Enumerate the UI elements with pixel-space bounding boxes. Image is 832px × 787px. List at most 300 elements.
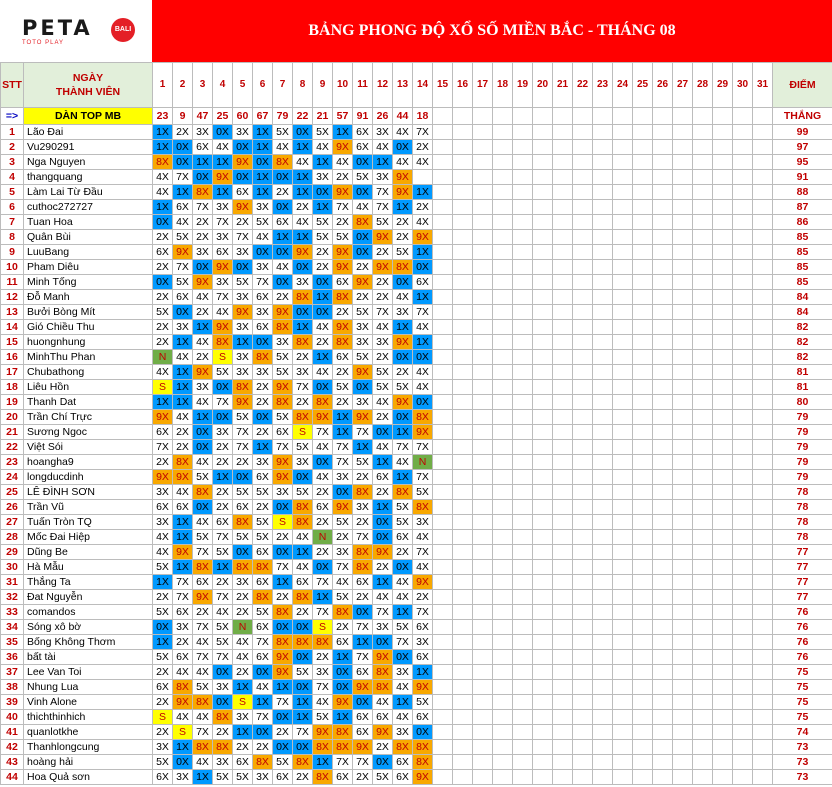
empty-cell (613, 260, 633, 275)
pick-cell: 6X (173, 200, 193, 215)
empty-cell (653, 410, 673, 425)
empty-cell (633, 125, 653, 140)
empty-cell (673, 245, 693, 260)
pick-cell: S (233, 695, 253, 710)
empty-cell (613, 605, 633, 620)
pick-cell: 4X (253, 230, 273, 245)
pick-cell: 9X (233, 200, 253, 215)
empty-cell (573, 740, 593, 755)
pick-cell: 6X (233, 500, 253, 515)
empty-cell (433, 545, 453, 560)
empty-cell (553, 770, 573, 785)
pick-cell: 5X (213, 545, 233, 560)
arrow-cell: => (1, 108, 24, 125)
pick-cell: 2X (233, 740, 253, 755)
empty-cell (553, 755, 573, 770)
pick-cell: 4X (193, 290, 213, 305)
pick-cell: 6X (253, 650, 273, 665)
pick-cell: 3X (373, 125, 393, 140)
pick-cell: 2X (333, 305, 353, 320)
score-cell: 78 (773, 515, 832, 530)
pick-cell: 3X (293, 365, 313, 380)
empty-cell (513, 680, 533, 695)
score-cell: 78 (773, 530, 832, 545)
table-row (1, 320, 832, 335)
empty-cell (493, 515, 513, 530)
pick-cell: 8X (333, 740, 353, 755)
stt-cell: 11 (1, 275, 24, 290)
empty-cell (753, 695, 773, 710)
empty-cell (673, 710, 693, 725)
day-header-21: 21 (553, 63, 573, 108)
pick-cell: 9X (333, 185, 353, 200)
day-header-6: 6 (253, 63, 273, 108)
day-header-18: 18 (493, 63, 513, 108)
pick-cell: 2X (153, 590, 173, 605)
empty-cell (713, 230, 733, 245)
pick-cell: 9X (173, 470, 193, 485)
pick-cell: 6X (353, 575, 373, 590)
empty-cell (473, 230, 493, 245)
empty-cell (633, 770, 653, 785)
empty-cell (693, 650, 713, 665)
empty-cell (533, 395, 553, 410)
pick-cell: 9X (413, 680, 433, 695)
pick-cell: 9X (353, 680, 373, 695)
pick-cell: 6X (253, 320, 273, 335)
empty-cell (753, 560, 773, 575)
pick-cell: 5X (373, 215, 393, 230)
empty-cell (673, 290, 693, 305)
empty-cell (613, 335, 633, 350)
empty-cell (453, 425, 473, 440)
empty-cell (613, 755, 633, 770)
pick-cell: 6X (413, 620, 433, 635)
empty-cell (553, 230, 573, 245)
score-cell: 77 (773, 590, 832, 605)
empty-cell (693, 590, 713, 605)
empty-cell (593, 140, 613, 155)
pick-cell: 0X (193, 500, 213, 515)
empty-cell (693, 185, 713, 200)
pick-cell: 2X (193, 215, 213, 230)
score-cell: 80 (773, 395, 832, 410)
empty-cell (533, 695, 553, 710)
pick-cell: 5X (153, 560, 173, 575)
empty-cell (673, 125, 693, 140)
pick-cell: 1X (273, 230, 293, 245)
empty-cell (553, 695, 573, 710)
day-header-2: 2 (173, 63, 193, 108)
empty-cell (613, 500, 633, 515)
empty-cell (633, 215, 653, 230)
pick-cell: 0X (413, 350, 433, 365)
empty-cell (433, 620, 453, 635)
pick-cell: 4X (313, 440, 333, 455)
empty-cell (593, 680, 613, 695)
empty-cell (673, 455, 693, 470)
empty-cell (713, 650, 733, 665)
pick-cell: 1X (293, 320, 313, 335)
pick-cell: 9X (353, 275, 373, 290)
empty-cell (433, 650, 453, 665)
pick-cell: 4X (393, 125, 413, 140)
stt-cell: 7 (1, 215, 24, 230)
empty-cell (493, 680, 513, 695)
table-row (1, 215, 832, 230)
score-header: ĐIỂM (773, 63, 832, 108)
day-header-31: 31 (753, 63, 773, 108)
table-row (1, 185, 832, 200)
empty-cell (613, 635, 633, 650)
empty-cell (713, 155, 733, 170)
pick-cell: S (173, 725, 193, 740)
pick-cell: 7X (373, 605, 393, 620)
pick-cell: 6X (353, 665, 373, 680)
empty-cell (553, 215, 573, 230)
empty-cell (513, 695, 533, 710)
pick-cell: 7X (273, 695, 293, 710)
empty-cell (733, 605, 753, 620)
pick-cell: 2X (333, 365, 353, 380)
empty-cell (593, 125, 613, 140)
pick-cell: 9X (333, 500, 353, 515)
pick-cell: 1X (173, 560, 193, 575)
pick-cell: 6X (313, 500, 333, 515)
pick-cell: 5X (333, 380, 353, 395)
pick-cell: 5X (373, 365, 393, 380)
empty-cell (493, 365, 513, 380)
empty-cell (633, 440, 653, 455)
empty-cell (493, 290, 513, 305)
member-name: cuthoc272727 (24, 200, 153, 215)
table-row (1, 635, 832, 650)
empty-cell (473, 380, 493, 395)
empty-cell (753, 530, 773, 545)
empty-cell (753, 740, 773, 755)
empty-cell (593, 560, 613, 575)
pick-cell: 2X (353, 290, 373, 305)
empty-cell (553, 485, 573, 500)
empty-cell (713, 740, 733, 755)
day-header-5: 5 (233, 63, 253, 108)
score-cell: 74 (773, 725, 832, 740)
day-header-17: 17 (473, 63, 493, 108)
empty-cell (513, 350, 533, 365)
pick-cell: 5X (233, 485, 253, 500)
pick-cell: 5X (333, 230, 353, 245)
pick-cell: 2X (353, 590, 373, 605)
pick-cell: 1X (333, 410, 353, 425)
empty-cell (533, 755, 553, 770)
pick-cell: 1X (173, 380, 193, 395)
empty-cell (573, 125, 593, 140)
empty-cell (613, 590, 633, 605)
pick-cell: 1X (153, 575, 173, 590)
score-cell: 79 (773, 440, 832, 455)
member-name: Minh Tống (24, 275, 153, 290)
empty-cell (693, 395, 713, 410)
member-name: Đat Nguyễn (24, 590, 153, 605)
empty-cell (713, 425, 733, 440)
table-row (1, 365, 832, 380)
pick-cell: 4X (313, 470, 333, 485)
pick-cell: 5X (393, 620, 413, 635)
empty-cell (733, 185, 753, 200)
empty-cell (733, 755, 753, 770)
empty-cell (513, 710, 533, 725)
empty-cell (753, 665, 773, 680)
empty-cell (573, 200, 593, 215)
empty-cell (453, 485, 473, 500)
stt-cell: 35 (1, 635, 24, 650)
pick-cell: 0X (273, 275, 293, 290)
empty-cell (553, 725, 573, 740)
empty-cell (433, 200, 453, 215)
pick-cell: 1X (293, 140, 313, 155)
pick-cell: 3X (293, 455, 313, 470)
pick-cell: 7X (213, 290, 233, 305)
empty-cell (593, 305, 613, 320)
empty-cell (673, 605, 693, 620)
table-row (1, 170, 832, 185)
pick-cell: 4X (293, 530, 313, 545)
pick-cell: 2X (213, 440, 233, 455)
pick-cell: 8X (293, 335, 313, 350)
empty-cell (653, 335, 673, 350)
empty-cell (473, 290, 493, 305)
pick-cell: 4X (153, 545, 173, 560)
pick-cell: 2X (173, 440, 193, 455)
empty-cell (633, 605, 653, 620)
stt-cell: 38 (1, 680, 24, 695)
empty-cell (593, 365, 613, 380)
table-row (1, 680, 832, 695)
day-header-3: 3 (193, 63, 213, 108)
dan-top-value: 23 (153, 108, 173, 125)
empty-cell (613, 680, 633, 695)
empty-cell (713, 515, 733, 530)
empty-cell (513, 665, 533, 680)
empty-cell (553, 440, 573, 455)
empty-cell (593, 635, 613, 650)
empty-cell (533, 320, 553, 335)
empty-cell (613, 665, 633, 680)
empty-cell (753, 755, 773, 770)
table-row (1, 620, 832, 635)
standings-table (0, 62, 832, 785)
empty-cell (453, 125, 473, 140)
empty-cell (573, 275, 593, 290)
empty-cell (573, 305, 593, 320)
empty-cell (733, 305, 753, 320)
table-row (1, 770, 832, 785)
empty-cell (713, 410, 733, 425)
empty-cell (433, 125, 453, 140)
empty-cell (673, 305, 693, 320)
empty-cell (653, 665, 673, 680)
empty-cell (753, 275, 773, 290)
stt-cell: 23 (1, 455, 24, 470)
empty-cell (433, 470, 453, 485)
pick-cell: 5X (213, 620, 233, 635)
empty-cell (613, 395, 633, 410)
empty-cell (433, 635, 453, 650)
empty-cell (653, 350, 673, 365)
empty-cell (633, 710, 653, 725)
day-header-24: 24 (613, 63, 633, 108)
empty-cell (453, 710, 473, 725)
score-cell: 75 (773, 680, 832, 695)
pick-cell: 5X (293, 485, 313, 500)
pick-cell: 8X (353, 560, 373, 575)
empty-cell (553, 410, 573, 425)
member-name: Mốc Đai Hiệp (24, 530, 153, 545)
pick-cell: 4X (153, 170, 173, 185)
pick-cell: 1X (273, 680, 293, 695)
empty-cell (713, 755, 733, 770)
empty-cell (433, 665, 453, 680)
pick-cell: 6X (373, 710, 393, 725)
empty-cell (693, 170, 713, 185)
pick-cell: N (413, 455, 433, 470)
empty-cell (433, 680, 453, 695)
empty-cell (633, 560, 653, 575)
empty-cell (653, 230, 673, 245)
empty-cell (753, 260, 773, 275)
empty-cell (533, 590, 553, 605)
empty-cell (513, 530, 533, 545)
empty-cell (753, 200, 773, 215)
pick-cell: 7X (313, 425, 333, 440)
empty-cell (533, 215, 553, 230)
pick-cell: 2X (333, 530, 353, 545)
table-row (1, 605, 832, 620)
empty-cell (753, 170, 773, 185)
pick-cell: 5X (273, 350, 293, 365)
pick-cell: 7X (413, 545, 433, 560)
empty-cell (593, 350, 613, 365)
empty-cell (653, 680, 673, 695)
empty-cell (753, 770, 773, 785)
pick-cell: 1X (253, 185, 273, 200)
empty-cell (613, 425, 633, 440)
empty-cell (573, 635, 593, 650)
empty-cell (613, 200, 633, 215)
empty-cell (693, 740, 713, 755)
empty-cell (693, 515, 713, 530)
empty-cell (593, 155, 613, 170)
empty-cell (613, 140, 633, 155)
empty-cell (513, 260, 533, 275)
empty-cell (633, 665, 653, 680)
pick-cell: 0X (193, 260, 213, 275)
score-cell: 79 (773, 455, 832, 470)
empty-cell (733, 275, 753, 290)
pick-cell: 8X (333, 335, 353, 350)
pick-cell: 2X (353, 515, 373, 530)
empty-cell (593, 230, 613, 245)
empty-cell (753, 140, 773, 155)
dan-top-value: 22 (293, 108, 313, 125)
empty-cell (513, 305, 533, 320)
pick-cell: 1X (393, 470, 413, 485)
empty-cell (453, 635, 473, 650)
pick-cell: 6X (413, 710, 433, 725)
pick-cell: 0X (353, 230, 373, 245)
empty-cell (593, 575, 613, 590)
pick-cell: 0X (273, 500, 293, 515)
empty-cell (453, 575, 473, 590)
stt-cell: 25 (1, 485, 24, 500)
empty-cell (593, 590, 613, 605)
empty-cell (693, 470, 713, 485)
empty-cell (533, 620, 553, 635)
score-cell: 85 (773, 245, 832, 260)
empty-cell (693, 695, 713, 710)
pick-cell: 2X (273, 290, 293, 305)
day-header-8: 8 (293, 63, 313, 108)
pick-cell: 3X (213, 680, 233, 695)
pick-cell: 3X (253, 365, 273, 380)
empty-cell (433, 560, 453, 575)
pick-cell: 2X (273, 590, 293, 605)
empty-cell (673, 185, 693, 200)
empty-cell (573, 725, 593, 740)
pick-cell: 2X (173, 425, 193, 440)
pick-cell: 5X (213, 635, 233, 650)
pick-cell: 3X (373, 335, 393, 350)
table-row (1, 455, 832, 470)
pick-cell: 8X (233, 560, 253, 575)
empty-cell (693, 500, 713, 515)
empty-cell (433, 108, 453, 125)
empty-cell (453, 755, 473, 770)
empty-cell (713, 380, 733, 395)
stt-cell: 33 (1, 605, 24, 620)
empty-cell (593, 515, 613, 530)
pick-cell: 2X (153, 320, 173, 335)
empty-cell (573, 455, 593, 470)
empty-cell (713, 545, 733, 560)
table-row (1, 245, 832, 260)
empty-cell (573, 350, 593, 365)
empty-cell (713, 575, 733, 590)
pick-cell: 9X (393, 335, 413, 350)
pick-cell: 0X (153, 620, 173, 635)
empty-cell (533, 275, 553, 290)
empty-cell (433, 515, 453, 530)
empty-cell (693, 770, 713, 785)
pick-cell: 8X (393, 260, 413, 275)
pick-cell: 8X (353, 545, 373, 560)
empty-cell (753, 395, 773, 410)
pick-cell: 8X (253, 590, 273, 605)
empty-cell (653, 770, 673, 785)
empty-cell (733, 575, 753, 590)
empty-cell (713, 395, 733, 410)
empty-cell (573, 590, 593, 605)
empty-cell (533, 290, 553, 305)
empty-cell (693, 365, 713, 380)
empty-cell (613, 620, 633, 635)
table-row (1, 560, 832, 575)
pick-cell: 8X (293, 635, 313, 650)
table-row (1, 350, 832, 365)
pick-cell: 6X (153, 245, 173, 260)
empty-cell (633, 410, 653, 425)
empty-cell (653, 275, 673, 290)
